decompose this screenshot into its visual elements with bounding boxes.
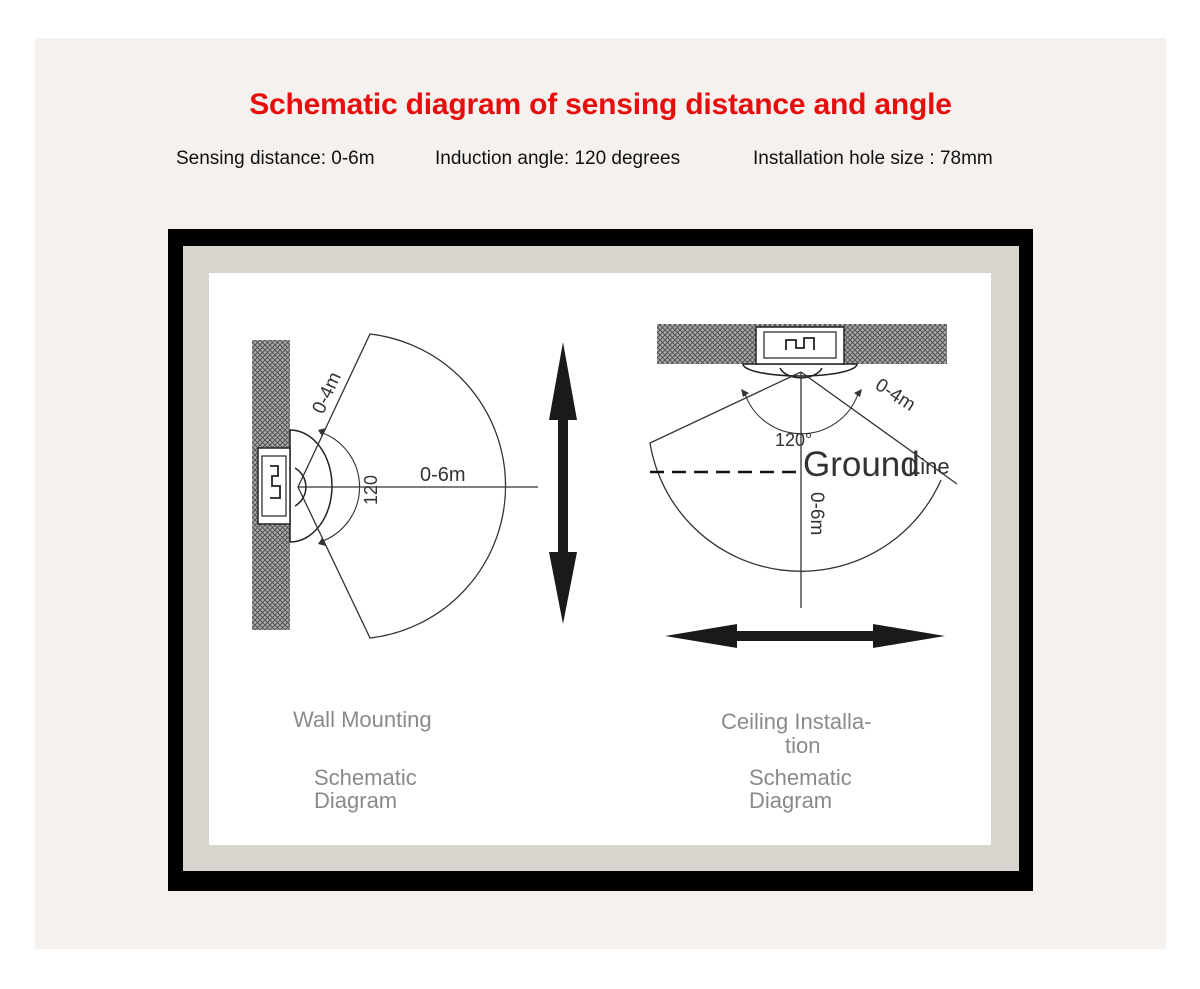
page-title: Schematic diagram of sensing distance and angle bbox=[249, 88, 952, 121]
wall-mounting-diagram bbox=[252, 334, 577, 638]
ceiling-caption-line4: Diagram bbox=[749, 788, 833, 813]
ceiling-caption-title: Ceiling Installa- bbox=[721, 709, 872, 734]
ceiling-angle-label: 120° bbox=[775, 430, 813, 450]
ground-label: Ground bbox=[803, 445, 920, 484]
spec-hole-size: Installation hole size : 78mm bbox=[753, 148, 993, 169]
ceiling-diagonal-label: 0-4m bbox=[871, 374, 920, 416]
vertical-arrow bbox=[549, 342, 577, 624]
ground-line-suffix: Line bbox=[908, 454, 950, 479]
wall-caption-line3: Diagram bbox=[314, 788, 398, 813]
wall-angle-label: 120 bbox=[361, 474, 381, 505]
ceiling-caption-line3: Schematic bbox=[749, 765, 852, 790]
spec-induction-angle: Induction angle: 120 degrees bbox=[435, 148, 681, 169]
horizontal-arrow bbox=[665, 624, 945, 648]
wall-caption-line2: Schematic bbox=[314, 765, 417, 790]
wall-caption-title: Wall Mounting bbox=[293, 707, 432, 732]
ceiling-installation-diagram bbox=[650, 324, 957, 648]
ceiling-caption-line2: tion bbox=[785, 733, 821, 758]
ceiling-radius-label: 0-6m bbox=[806, 492, 827, 536]
wall-sensor-bezel bbox=[290, 430, 332, 542]
wall-diagonal-label: 0-4m bbox=[308, 368, 346, 418]
ceiling-sensor-bezel bbox=[743, 364, 857, 376]
spec-sensing-distance: Sensing distance: 0-6m bbox=[176, 148, 375, 169]
wall-radius-label: 0-6m bbox=[420, 464, 466, 486]
